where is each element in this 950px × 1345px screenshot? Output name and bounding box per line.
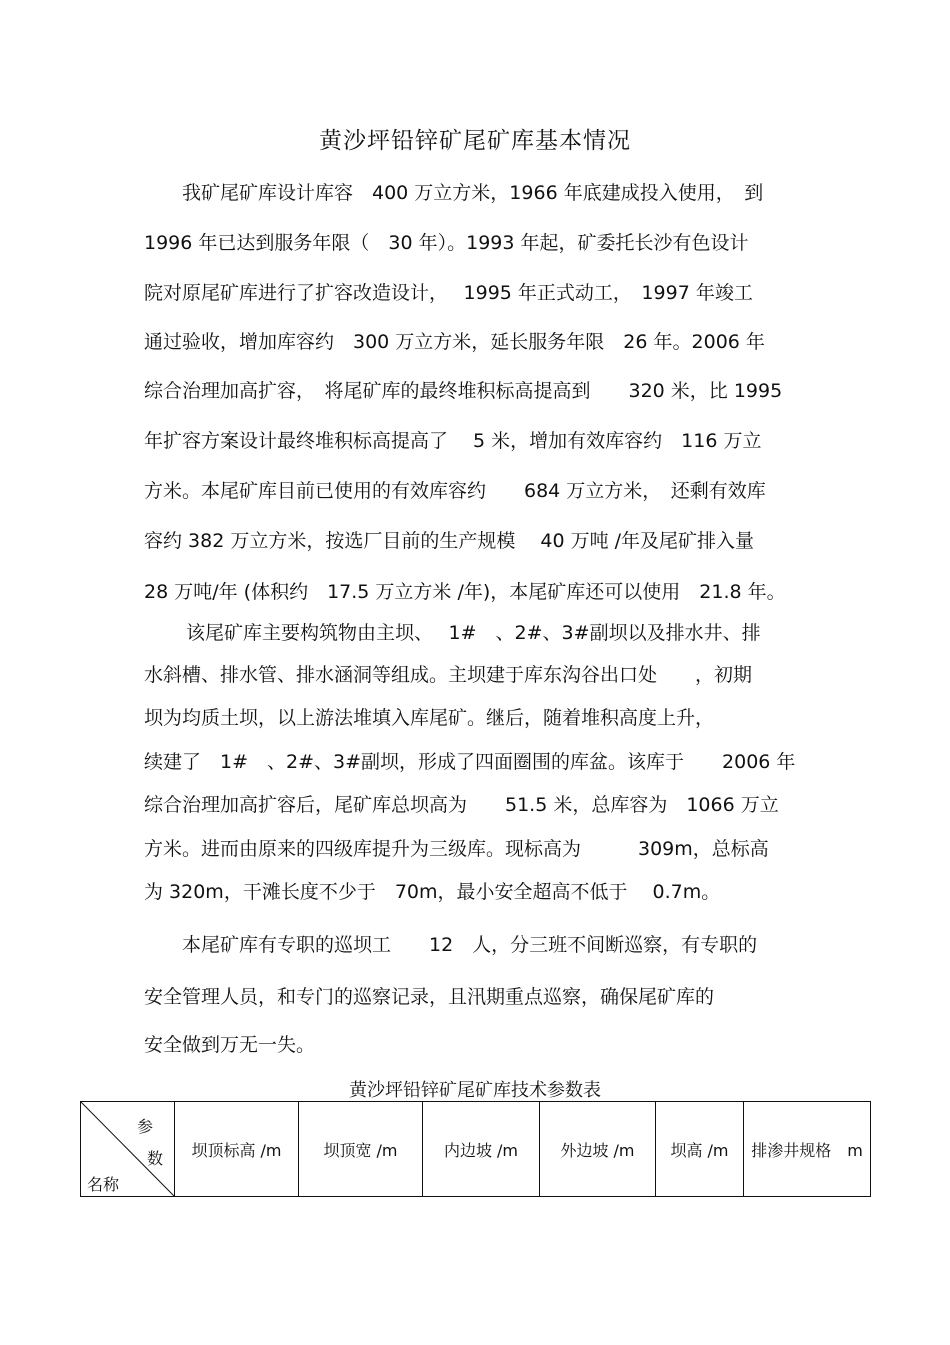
paragraph-line: 我矿尾矿库设计库容 400 万立方米，1966 年底建成投入使用， 到 (182, 182, 764, 204)
corner-header-cell (81, 1102, 175, 1197)
paragraph-line: 方米。本尾矿库目前已使用的有效库容约 684 万立方米， 还剩有效库 (144, 480, 766, 502)
table-caption: 黄沙坪铅锌矿尾矿库技术参数表 (349, 1080, 601, 1101)
paragraph-line: 续建了 1# 、2#、3#副坝，形成了四面圈围的库盆。该库于 2006 年 (144, 751, 796, 773)
column-header: 排渗井规格 m (744, 1102, 871, 1197)
paragraph-line: 28 万吨/年 (体积约 17.5 万立方米 /年)，本尾矿库还可以使用 21.8 年。 (144, 581, 786, 603)
technical-parameters-table (80, 1101, 871, 1197)
column-header: 坝高 /m (656, 1102, 744, 1197)
paragraph-line: 坝为均质土坝，以上游法堆填入库尾矿。继后，随着堆积高度上升， (144, 707, 715, 729)
corner-label-middle: 数 (147, 1149, 164, 1168)
paragraph-line: 为 320m，干滩长度不少于 70m，最小安全超高不低于 0.7m。 (144, 881, 721, 903)
column-header: 坝顶标高 /m (175, 1102, 299, 1197)
paragraph-line: 院对原尾矿库进行了扩容改造设计， 1995 年正式动工， 1997 年竣工 (144, 282, 753, 304)
paragraph-line: 水斜槽、排水管、排水涵洞等组成。主坝建于库东沟谷出口处 ，初期 (144, 664, 753, 686)
paragraph-line: 综合治理加高扩容， 将尾矿库的最终堆积标高提高到 320 米，比 1995 (144, 380, 783, 402)
paragraph-line: 年扩容方案设计最终堆积标高提高了 5 米，增加有效库容约 116 万立 (144, 430, 762, 452)
table-header-row (81, 1102, 871, 1197)
paragraph-line: 安全管理人员，和专门的巡察记录，且汛期重点巡察，确保尾矿库的 (144, 986, 715, 1008)
paragraph-line: 容约 382 万立方米，按选厂目前的生产规模 40 万吨 /年及尾矿排入量 (144, 530, 755, 552)
paragraph-line: 安全做到万无一失。 (144, 1034, 316, 1056)
corner-label-bottom: 名称 (87, 1175, 120, 1194)
paragraph-line: 本尾矿库有专职的巡坝工 12 人，分三班不间断巡察，有专职的 (182, 934, 758, 956)
corner-label-top: 参 (137, 1117, 154, 1136)
paragraph-line: 1996 年已达到服务年限（ 30 年）。1993 年起，矿委托长沙有色设计 (144, 232, 749, 254)
paragraph-line: 通过验收，增加库容约 300 万立方米，延长服务年限 26 年。2006 年 (144, 331, 765, 353)
column-header: 内边坡 /m (423, 1102, 540, 1197)
paragraph-line: 综合治理加高扩容后，尾矿库总坝高为 51.5 米，总库容为 1066 万立 (144, 794, 779, 816)
column-header: 坝顶宽 /m (299, 1102, 423, 1197)
paragraph-line: 方米。进而由原来的四级库提升为三级库。现标高为 309m，总标高 (144, 838, 769, 860)
page-title: 黄沙坪铅锌矿尾矿库基本情况 (319, 128, 631, 154)
column-header: 外边坡 /m (540, 1102, 656, 1197)
paragraph-line: 该尾矿库主要构筑物由主坝、 1# 、2#、3#副坝以及排水井、排 (186, 622, 761, 644)
